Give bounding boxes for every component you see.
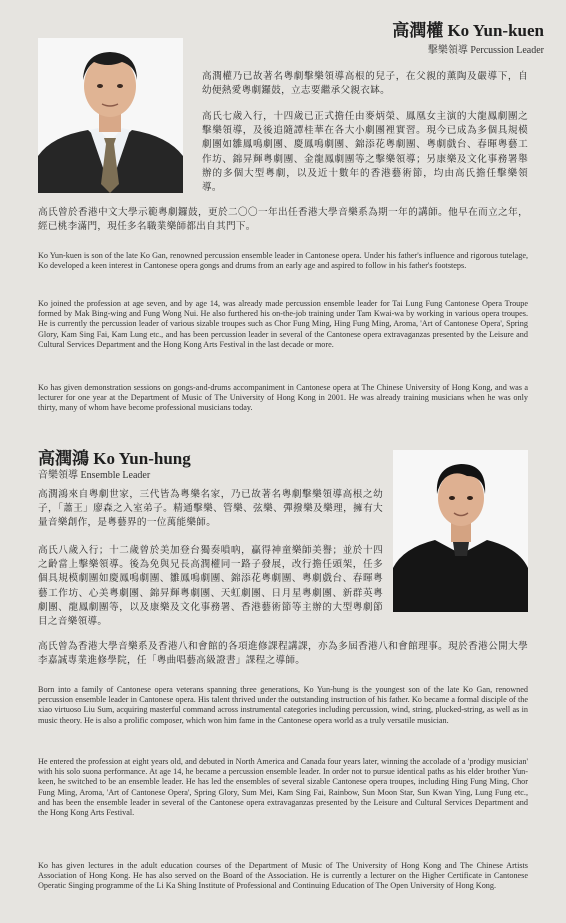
kuen-portrait-image [38,38,183,193]
kuen-zh-intro: 高潤權乃已故著名粵劇擊樂領導高根的兒子，在父親的薰陶及嚴導下，自幼便熱愛粵劇鑼鼓，立志要繼承父親衣缽。 [202,71,528,97]
hung-en-intro: Born into a family of Cantonese opera veterans spanning three generations, Ko Yun-hung is the youngest son of the late Ko Gan, renowned percussion ensemble leader in Cantonese opera. His talent thrived under the outstanding instruction of his father. Ko became a formal disciple of the xiao virtuoso Liu Sum, acquiring masterful command across instrumental categories including percussion, wind, string, plucked-string, as well as in music theory. He is also a prolific composer, which won him fame in the Cantonese opera world as a truly versatile musician. [38,685,528,725]
hung-role: 音樂領導 Ensemble Leader [38,470,151,481]
hung-portrait [393,450,528,612]
kuen-name: 高潤權 Ko Yun-kuen [392,21,544,40]
kuen-zh-teaching: 高氏曾於香港中文大學示範粵劇鑼鼓，更於二〇〇一年出任香港大學音樂系為期一年的講師。他早在而立之年，經已桃李滿門，現任多名職業樂師都出自其門下。 [38,207,528,233]
kuen-en-teaching: Ko has given demonstration sessions on gongs-and-drums accompaniment in Cantonese opera at The Chinese University of Hong Kong, and was a lecturer for one year at the Department of Music of The University of Hong Kong in 2001. He was already training musicians when he was only thirty, many of whom have become professional musicians today. [38,383,528,413]
kuen-en-intro: Ko Yun-kuen is son of the late Ko Gan, renowned percussion ensemble leader in Cantonese opera. Under his father's influence and rigorous tutelage, Ko developed a keen interest in Cantonese opera gongs and drums from an early age and aspired to follow in his father's footsteps. [38,251,528,271]
kuen-role: 擊樂領導 Percussion Leader [427,45,544,56]
hung-zh-teaching: 高氏曾為香港大學音樂系及香港八和會館的各項進修課程講課，亦為多屆香港八和會館理事。現於香港公開大學李嘉誠專業進修學院，任「粵曲唱藝高級證書」課程之導師。 [38,641,528,667]
hung-name: 高潤鴻 Ko Yun-hung [38,449,191,468]
hung-portrait-image [393,450,528,612]
hung-en-career: He entered the profession at eight years old, and debuted in North America and Canada four years later, winning the accolade of a 'prodigy musician' with his solo suona performance. At age 14, he became a percussion ensemble leader. In order not to pursue identical paths as his elder brother Yun-keen, he switched to be an ensemble leader. He has led the ensembles of several sizable Cantonese opera troupes, including Hing Fung Ming, Chor Fung Ming, Aroma, 'Art of Cantonese Opera', Spring Glory, Sum Mei, Kam Sing Fai, Rainbow, Sun Moon Star, Sun Kwan Ying, Lung Fung etc., and has been the ensemble leader in several of the Cantonese opera extravaganzas presented by the Leisure and Cultural Services Department and the Hong Kong Arts Festival. [38,757,528,818]
kuen-portrait [38,38,183,193]
kuen-en-career: Ko joined the profession at age seven, and by age 14, was already made percussion ensemble leader for Tai Lung Fung Cantonese Opera Troupe formed by Mak Bing-wing and Fung Wong Nui. He also furthered his on-the-job training under Tam Kwai-wa by working in various opera troupes. He is currently the percussion leader of various sizable troupes such as Chor Fung Ming, Hing Fung Ming, Aroma, 'Art of Cantonese Opera', Spring Glory, Kam Sing Fai, Kam Lung etc., and has been percussion leader in several of the Cantonese opera extravaganzas presented by the Leisure and Cultural Services Department and the Hong Kong Arts Festival in the last decade or more. [38,299,528,349]
hung-zh-career: 高氏八歲入行；十二歲曾於美加登台獨奏嗩吶，贏得神童樂師美譽；並於十四之齡當上擊樂領導。後為免與兄長高潤權同一路子發展，改行擔任頭架，任多個具規模劇團如慶鳳鳴劇團、雛鳳鳴劇團、錦添花粵劇團、粵劇戲台、春暉粵藝工作坊、心美粵劇團、錦昇輝粵劇團、天虹劇團、日月星粵劇團、新群英粵劇團、龍鳳劇團等，以及康樂及文化事務署、香港藝術節等主辦的大型粵劇節目之音樂領導。 [38,545,383,628]
hung-zh-intro: 高潤鴻來自粵劇世家，三代皆為粵樂名家，乃已故著名粵劇擊樂領導高根之幼子，「蕭王」廖森之入室弟子。精通擊樂、管樂、弦樂、彈撥樂及樂理，擁有大量音樂創作，是粵藝界的一位萬能樂師。 [38,489,383,529]
kuen-zh-career: 高氏七歲入行，十四歲已正式擔任由麥炳榮、鳳凰女主演的大龍鳳劇團之擊樂領導，及後追隨譚桂華在各大小劇團裡實習。現今已成為多個具規模劇團如雛鳳鳴劇團、慶鳳鳴劇團、錦添花粵劇團、粵劇戲台、春暉粵藝工作坊、錦昇輝粵劇團、金龍鳳劇團等之擊樂領導；另康樂及文化事務署舉辦的多個大型粵劇，以及近十數年的香港藝術節，均由高氏擔任擊樂領導。 [202,111,528,194]
hung-en-teaching: Ko has given lectures in the adult education courses of the Department of Music of The University of Hong Kong and The Chinese Artists Association of Hong Kong. He has also served on the Board of the Association. He is currently a lecturer on the Higher Certificate in Cantonese Operatic Singing programme of the Li Ka Shing Institute of Professional and Continuing Education of The Open University of Hong Kong. [38,861,528,891]
